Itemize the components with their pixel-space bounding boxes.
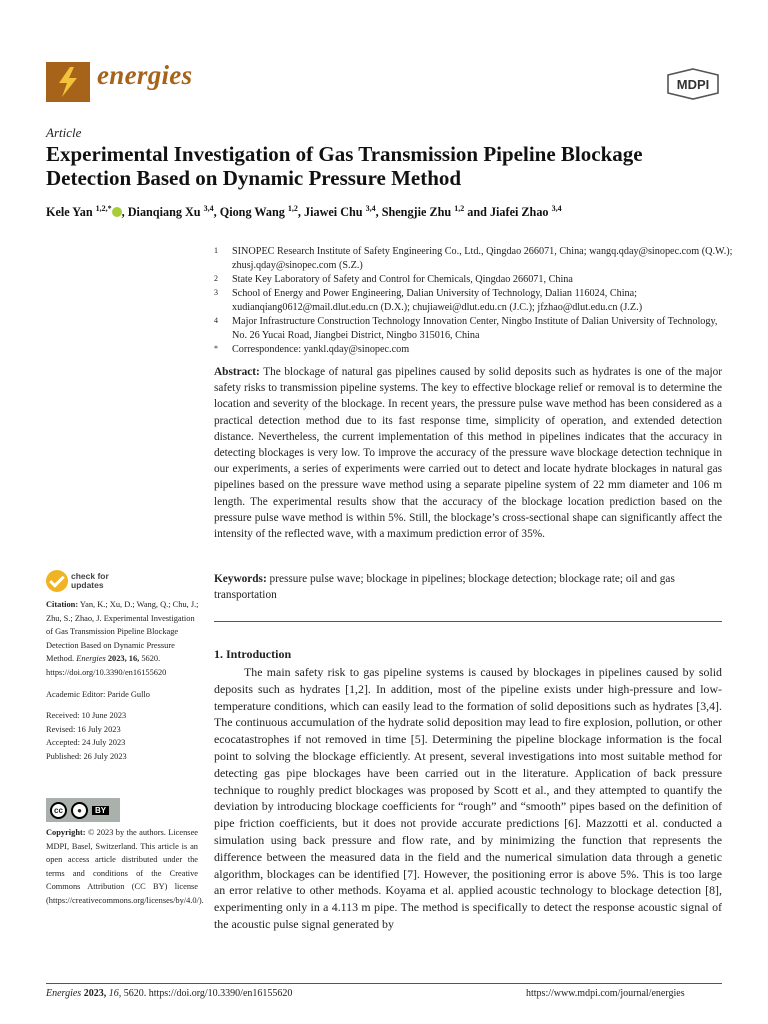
author-name[interactable]: Jiafei Zhao — [489, 205, 549, 220]
author-affiliation-sup: 1,2 — [454, 204, 465, 213]
affiliation-number: 1 — [214, 246, 218, 255]
keywords-text: pressure pulse wave; blockage in pipelines; blockage detection; blockage rate; oil and gas transportation — [214, 573, 675, 602]
author-affiliation-sup: 3,4 — [365, 204, 376, 213]
section-heading: 1. Introduction — [214, 647, 292, 661]
citation-doi-link[interactable]: 5620. https://doi.org/10.3390/en16155620 — [46, 654, 167, 677]
author-affiliation-sup: 1,2,* — [95, 204, 112, 213]
affiliation-item — [214, 245, 734, 273]
author-affiliation-sup: 3,4 — [551, 204, 562, 213]
affiliation-item — [214, 273, 734, 287]
footer-citation — [46, 988, 292, 999]
citation-journal: Energies — [76, 654, 106, 664]
cc-by-license-badge[interactable] — [46, 798, 120, 822]
cc-icon: cc — [50, 802, 67, 819]
license-badge-label: BY — [92, 806, 109, 815]
journal-logo-icon — [46, 62, 90, 102]
author-name[interactable]: Shengjie Zhu — [381, 205, 452, 220]
received-date: Received: 10 June 2023 — [46, 711, 127, 721]
orcid-icon[interactable] — [112, 207, 122, 217]
affiliation-item — [214, 315, 734, 343]
citation-text: Yan, K.; Xu, D.; Wang, Q.; Chu, J.; Zhu, S.; Zhao, J. Experimental Investigation of Gas Transmission Pipeline Blockage Detection Based on Dynamic Pressure Method. — [46, 600, 199, 664]
affiliation-item — [214, 343, 734, 357]
author-name[interactable]: Qiong Wang — [219, 205, 285, 220]
check-updates-icon — [46, 570, 68, 592]
affiliation-number: 4 — [214, 316, 218, 325]
affiliation-number: 2 — [214, 274, 218, 283]
citation-label: Citation: — [46, 600, 79, 609]
journal-name[interactable]: energies — [97, 60, 193, 90]
revised-date: Revised: 16 July 2023 — [46, 724, 121, 734]
author-name[interactable]: Kele Yan — [46, 205, 93, 220]
copyright-notice — [46, 826, 204, 908]
academic-editor: Academic Editor: Paride Gullo — [46, 689, 150, 699]
section-divider — [214, 621, 722, 622]
affiliation-text: State Key Laboratory of Safety and Control for Chemicals, Qingdao 266071, China — [232, 274, 573, 285]
article-type: Article — [46, 125, 82, 140]
published-date: Published: 26 July 2023 — [46, 751, 127, 761]
correspondence-text: Correspondence: yankl.qday@sinopec.com — [232, 344, 410, 355]
copyright-text: © 2023 by the authors. Licensee MDPI, Basel, Switzerland. This article is an open access article distributed under the terms and conditions of the Creative Commons Attribution (CC BY) license (https://creativecommons.org/licenses/by/4.0/). — [46, 828, 204, 905]
attribution-icon: ● — [71, 802, 88, 819]
check-for-updates-button[interactable] — [46, 570, 109, 592]
footer-journal: Energies — [46, 988, 82, 999]
copyright-label: Copyright: — [46, 828, 86, 837]
footer-year: 2023, — [83, 988, 107, 999]
author-affiliation-sup: 1,2 — [287, 204, 298, 213]
abstract-label: Abstract: — [214, 366, 260, 378]
footer-journal-url[interactable]: https://www.mdpi.com/journal/energies — [526, 988, 685, 999]
citation-year-volume: 2023, 16, — [107, 654, 140, 664]
affiliations — [214, 245, 734, 357]
footer-doi[interactable]: 5620. https://doi.org/10.3390/en16155620 — [123, 988, 293, 999]
accepted-date: Accepted: 24 July 2023 — [46, 738, 126, 748]
affiliation-text: Major Infrastructure Construction Technology Innovation Center, Ningbo Institute of Dalian University of Technology, No. 26 Yucai Road, Jiangbei District, Ningbo 315016, China — [232, 316, 718, 341]
affiliation-item — [214, 287, 734, 315]
footer-divider — [46, 983, 722, 984]
citation — [46, 598, 201, 680]
author-name[interactable]: Dianqiang Xu — [127, 205, 201, 220]
affiliation-text: SINOPEC Research Institute of Safety Engineering Co., Ltd., Qingdao 266071, China; wangq.qday@sinopec.com (Q.W.); zhusj.qday@sinopec.com (S.Z.) — [232, 246, 733, 271]
abstract-text: The blockage of natural gas pipelines caused by solid deposits such as hydrates is one of the major safety risks to transmission pipeline systems. The key to effective blockage relief or removal is to determine the location and severity of the blockage. In recent years, the pressure pulse wave method has been considered as a practical detection method due to its fast response time, simplicity of operation, and extended detection distance. Nevertheless, the current implementation of this method in pipelines indicates that the accuracy in detecting blockages is very low. To improve the accuracy of the pressure wave blockage detection technique in our experiments, a series of experiments were carried out to detect and locate hydrate blockages in natural gas pipelines based on the pressure wave method using a separate pipeline system of 22 mm diameter and 106 m length. The experimental results show that the accuracy of the blockage location prediction based on the pressure pulse wave method is within 5%. Still, the blockage’s cross-sectional shape can significantly affect the intensity of the reflected wave, with a maximum prediction error of 35%. — [214, 366, 723, 541]
affiliation-text: School of Energy and Power Engineering, Dalian University of Technology, Dalian 116024, China; xudianqiang0612@mail.dlut.edu.cn (D.X.); chujiawei@dlut.edu.cn (J.C.); jfzhao@dlut.edu.cn (J.Z.) — [232, 288, 643, 313]
footer-volume: 16, — [108, 988, 122, 999]
check-updates-line2: updates — [71, 580, 104, 590]
introduction-paragraph: The main safety risk to gas pipeline systems is caused by blockages in pipelines caused by solid deposits such as hydrates [1,2]. In addition, most of the pipeline exists under high-pressure and low-temperature conditions, which can easily lead to the formation of solid depositions such as hydrates [3,4]. The continuous accumulation of the hydrate solid deposition may lead to fire explosion, pollution, or other ecocatastrophes if not removed in time [5]. Determining the pipeline blockage information is the focal point to solving the blockage efficiently. At present, several investigations into most suitable method for detecting gas pipe blockages have been carried out in the literature. Application of back pressure technique to roughly predict blockages was proposed by Scott et al., and they attempted to quantify the deviation by introducing blockage coefficients for “rough” and “smooth” pipes based on the definition of pipe friction coefficients, but it does not provide accurate predictions [6]. Mazzotti et al. conducted a simulation using back pressure and flow rate, and by minimizing the function that represents the difference between the measured data in the field and the numerical simulation data through a genetic algorithm, blockages can be identified [7]. However, the positioning error is above 5%. This is too large an error relative to other methods. Koyama et al. applied acoustic technology to blockage detection [8], experimenting only in a 4.113 m pipe. The method is specifically to detect the response acoustic signal of the acoustic pulse signal generated by — [214, 665, 722, 931]
affiliation-number: * — [214, 344, 218, 353]
mdpi-logo-text: MDPI — [676, 77, 710, 92]
article-info-sidebar — [46, 598, 201, 764]
author-name[interactable]: Jiawei Chu — [304, 205, 363, 220]
mdpi-logo[interactable] — [666, 68, 720, 100]
abstract — [214, 364, 722, 542]
keywords — [214, 571, 722, 603]
author-affiliation-sup: 3,4 — [203, 204, 214, 213]
paper-title: Experimental Investigation of Gas Transmission Pipeline Blockage Detection Based on Dynamic Pressure Method — [46, 142, 643, 190]
check-updates-line1: check for — [71, 571, 109, 581]
affiliation-number: 3 — [214, 288, 218, 297]
author-conjunction: and — [467, 205, 487, 220]
keywords-label: Keywords: — [214, 573, 267, 585]
author-list: Kele Yan $^{1,2,*}$ , Dianqiang Xu $^{3,4}$, Qiong Wang $^{1,2}$, Jiawei Chu $^{3,4}$, Shengjie Zhu $^{1,2}$ and Jiafei Zhao $^{3,4}$ — [46, 204, 562, 220]
